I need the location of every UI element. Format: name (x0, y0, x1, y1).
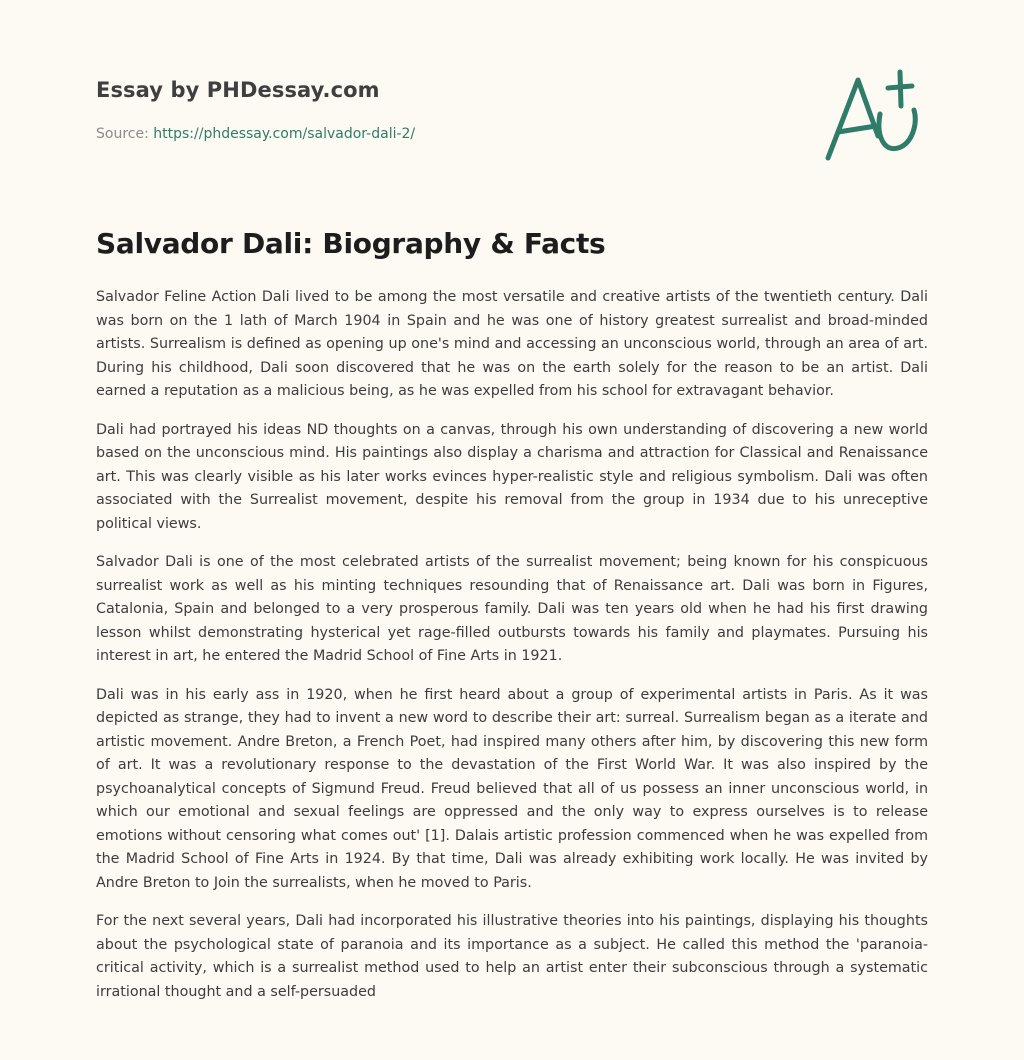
essay-paragraph: Salvador Dali is one of the most celebrated artists of the surrealist movement; being known for his conspicuous surrealist work as well as his minting techniques resounding that of Renaissance art. Dali was born in Figures, Catalonia, Spain and belonged to a very prosperous family. Dali was ten years old when he had his first drawing lesson whilst demonstrating hysterical yet rage-filled outbursts towards his family and playmates. Pursuing his interest in art, he entered the Madrid School of Fine Arts in 1921. (96, 554, 928, 664)
essay-paragraph: For the next several years, Dali had incorporated his illustrative theories into his paintings, displaying his thoughts about the psychological state of paranoia and its importance as a subject. He called this method the 'paranoia-critical activity, which is a surrealist method used to help an artist enter their subconscious through a systematic irrational thought and a self-persuaded (96, 913, 928, 1000)
site-brand: Essay by PHDessay.com (96, 78, 380, 102)
essay-paragraph: Dali was in his early ass in 1920, when he first heard about a group of experimental artists in Paris. As it was depicted as strange, they had to invent a new word to describe their art: surreal. Surrealism began as a iterate and artistic movement. Andre Breton, a French Poet, had inspired many others after him, by discovering this new form of art. It was a revolutionary response to the devastation of the First World War. It was also inspired by the psychoanalytical concepts of Sigmund Freud. Freud believed that all of us possess an inner unconscious world, in which our emotional and sexual feelings are oppressed and the only way to express ourselves is to release emotions without censoring what comes out' [1]. Dalais artistic profession commenced when he was expelled from the Madrid School of Fine Arts in 1924. By that time, Dali was already exhibiting work locally. He was invited by Andre Breton to Join the surrealists, when he moved to Paris. (96, 686, 928, 891)
source-link[interactable]: https://phdessay.com/salvador-dali-2/ (153, 126, 416, 142)
source-label: Source: (96, 126, 149, 142)
essay-paragraph: Dali had portrayed his ideas ND thoughts on a canvas, through his own understanding of discovering a new world based on the unconscious mind. His paintings also display a charisma and attraction for Classical and Renaissance art. This was clearly visible as his later works evinces hyper-realistic style and religious symbolism. Dali was often associated with the Surrealist movement, despite his removal from the group in 1934 due to his unreceptive political views. (96, 421, 928, 532)
essay-body (96, 286, 928, 1019)
essay-paragraph: Salvador Feline Action Dali lived to be among the most versatile and creative artists of the twentieth century. Dali was born on the 1 lath of March 1904 in Spain and he was one of history greatest surrealist and broad-minded artists. Surrealism is defined as opening up one's mind and accessing an unconscious world, through an area of art. During his childhood, Dali soon discovered that he was on the earth solely for the reason to be an artist. Dali earned a reputation as a malicious being, as he was expelled from his school for extravagant behavior. (96, 289, 928, 399)
a-plus-logo-icon (820, 66, 930, 166)
essay-title: Salvador Dali: Biography & Facts (96, 227, 606, 260)
essay-header (96, 74, 656, 144)
source-line (96, 124, 656, 144)
